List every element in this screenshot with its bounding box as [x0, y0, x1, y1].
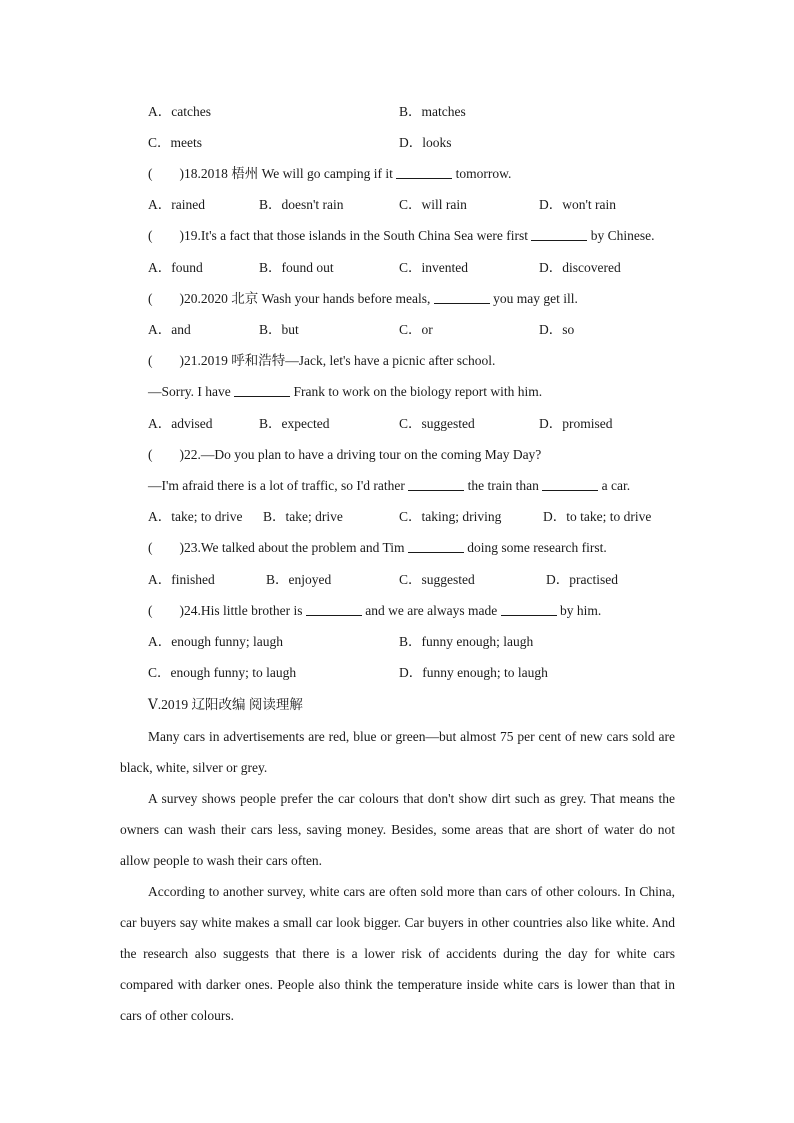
q21-option-a: A．advised	[148, 416, 213, 431]
q23-option-d: D．practised	[546, 572, 618, 587]
q24-option-a: A．enough funny; laugh	[148, 634, 283, 649]
q19-option-d: D．discovered	[539, 260, 621, 275]
q21-text-line1: —Jack, let's have a picnic after school.	[285, 353, 496, 368]
q24-stem	[148, 601, 703, 621]
q22-stem	[148, 445, 703, 465]
q23-text-post: doing some research first.	[463, 540, 607, 555]
q23-options	[148, 570, 703, 590]
q23-blank[interactable]	[408, 538, 464, 553]
q22-blank-2[interactable]	[542, 476, 598, 491]
q18-blank[interactable]	[396, 164, 452, 179]
q22-response	[148, 476, 703, 496]
q20-options	[148, 320, 703, 340]
q20-number: )20.2020 北京	[179, 291, 259, 306]
q24-options-row2	[148, 663, 703, 683]
q22-paren-open: (	[148, 447, 153, 462]
q24-option-c: C．enough funny; to laugh	[148, 665, 297, 680]
q20-paren-open: (	[148, 291, 153, 306]
passage-paragraph-2: A survey shows people prefer the car colours that don't show dirt such as grey. That means the owners can wash their cars less, saving money. Besides, some areas that are short of water do not allow people to wash their cars often.	[120, 791, 675, 868]
q21-text-pre: —Sorry. I have	[148, 384, 235, 399]
q18-option-c: C．will rain	[399, 197, 467, 212]
q19-options	[148, 258, 703, 278]
q19-option-a: A．found	[148, 260, 203, 275]
q22-text-pre: —I'm afraid there is a lot of traffic, so I'd rather	[148, 478, 409, 493]
passage-paragraph-3: According to another survey, white cars are often sold more than cars of other colours. In China, car buyers say white makes a small car look bigger. Car buyers in other countries also like white. And the research also suggests that there is a lower risk of accidents during the day for white cars compared with darker ones. People also think the temperature inside white cars is lower than that in cars of other colours.	[120, 884, 675, 1023]
q19-option-b: B．found out	[259, 260, 334, 275]
q19-text-pre: It's a fact that those islands in the South China Sea were first	[200, 228, 532, 243]
q21-response	[148, 382, 703, 402]
q20-stem	[148, 289, 703, 309]
q18-number: )18.2018 梧州	[179, 166, 259, 181]
q24-paren-open: (	[148, 603, 153, 618]
q23-paren-open: (	[148, 540, 153, 555]
q22-options	[148, 507, 703, 527]
q21-option-c: C．suggested	[399, 416, 475, 431]
q21-option-b: B．expected	[259, 416, 330, 431]
q20-option-d: D．so	[539, 322, 575, 337]
q20-option-b: B．but	[259, 322, 299, 337]
q20-option-a: A．and	[148, 322, 191, 337]
q20-option-c: C．or	[399, 322, 433, 337]
q23-option-c: C．suggested	[399, 572, 475, 587]
q24-text-pre: His little brother is	[200, 603, 306, 618]
q23-option-a: A．finished	[148, 572, 215, 587]
q17-option-a: A．catches	[148, 104, 211, 119]
q22-text-line1: —Do you plan to have a driving tour on the coming May Day?	[200, 447, 542, 462]
q22-option-c: C．taking; driving	[399, 509, 502, 524]
q23-text-pre: We talked about the problem and Tim	[200, 540, 408, 555]
q20-blank[interactable]	[434, 289, 490, 304]
q18-stem	[148, 164, 703, 184]
q17-options-row1	[148, 102, 703, 122]
q22-text-post: a car.	[598, 478, 631, 493]
q18-text-pre: We will go camping if it	[258, 166, 397, 181]
q17-option-c: C．meets	[148, 135, 202, 150]
q17-options-row2	[148, 133, 703, 153]
q24-options-row1	[148, 632, 703, 652]
q21-options	[148, 414, 703, 434]
q17-option-b: B．matches	[399, 104, 466, 119]
q24-text-post: by him.	[556, 603, 602, 618]
q23-number: )23.	[179, 540, 201, 555]
q17-option-d: D．looks	[399, 135, 452, 150]
q19-stem	[148, 226, 703, 246]
q24-text-mid: and we are always made	[361, 603, 501, 618]
q18-paren-open: (	[148, 166, 153, 181]
q20-text-post: you may get ill.	[489, 291, 578, 306]
q21-blank[interactable]	[234, 382, 290, 397]
q23-option-b: B．enjoyed	[266, 572, 332, 587]
q22-number: )22.	[179, 447, 201, 462]
passage-paragraph-1: Many cars in advertisements are red, blue or green—but almost 75 per cent of new cars sold are black, white, silver or grey.	[120, 729, 675, 775]
q22-blank-1[interactable]	[408, 476, 464, 491]
q21-option-d: D．promised	[539, 416, 613, 431]
q21-number: )21.2019 呼和浩特	[179, 353, 286, 368]
q19-text-post: by Chinese.	[587, 228, 655, 243]
q19-paren-open: (	[148, 228, 153, 243]
q19-blank[interactable]	[531, 226, 587, 241]
q22-option-a: A．take; to drive	[148, 509, 243, 524]
q19-option-c: C．invented	[399, 260, 468, 275]
q24-blank-1[interactable]	[306, 601, 362, 616]
q21-paren-open: (	[148, 353, 153, 368]
q23-stem	[148, 538, 703, 558]
q19-number: )19.	[179, 228, 201, 243]
q21-text-post: Frank to work on the biology report with him.	[290, 384, 543, 399]
q22-option-b: B．take; drive	[263, 509, 343, 524]
q22-text-mid: the train than	[464, 478, 543, 493]
q24-number: )24.	[179, 603, 201, 618]
q18-option-d: D．won't rain	[539, 197, 617, 212]
q18-options	[148, 195, 703, 215]
q18-text-post: tomorrow.	[452, 166, 512, 181]
q24-option-b: B．funny enough; laugh	[399, 634, 534, 649]
q18-option-a: A．rained	[148, 197, 205, 212]
q18-option-b: B．doesn't rain	[259, 197, 344, 212]
q24-option-d: D．funny enough; to laugh	[399, 665, 548, 680]
q20-text-pre: Wash your hands before meals,	[258, 291, 434, 306]
section-heading: Ⅴ.2019 辽阳改编 阅读理解	[148, 697, 303, 712]
q24-blank-2[interactable]	[501, 601, 557, 616]
q21-stem	[148, 351, 703, 371]
q22-option-d: D．to take; to drive	[543, 509, 652, 524]
